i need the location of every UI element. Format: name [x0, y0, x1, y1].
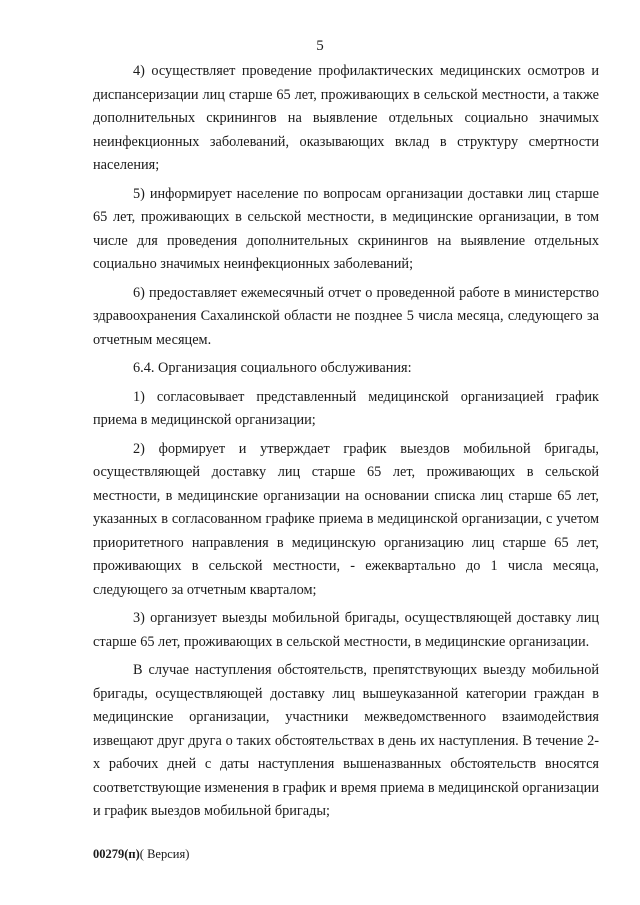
page-number: 5: [316, 38, 324, 54]
version-label: ( Версия): [139, 847, 190, 861]
paragraph-6-monthly-report: 6) предоставляет ежемесячный отчет о проведенной работе в министерство здравоохранения Сахалинской области не позднее 5 числа месяца, следующего за отчетным месяцем.: [93, 284, 599, 348]
paragraph-5-informing: 5) информирует население по вопросам организации доставки лиц старше 65 лет, проживающих в сельской местности, в медицинские организации, в том числе для проведения дополнительных скринингов на выявление отдельных социально значимых неинфекционных заболеваний;: [93, 185, 599, 272]
section-heading-6-4: 6.4. Организация социального обслуживания:: [133, 360, 412, 376]
document-number: 00279(п): [93, 847, 140, 861]
paragraph-3-brigade-trips: 3) организует выезды мобильной бригады, осуществляющей доставку лиц старше 65 лет, проживающих в сельской местности, в медицинские организации.: [93, 610, 599, 650]
paragraph-4-screenings: 4) осуществляет проведение профилактических медицинских осмотров и диспансеризации лиц старше 65 лет, проживающих в сельской местности, а также дополнительных скринингов на выявление отдельных социально значимых неинфекционных заболеваний, оказывающих вклад в структуру смертности населения;: [93, 63, 599, 173]
paragraph-2-brigade-schedule: 2) формирует и утверждает график выездов мобильной бригады, осуществляющей доставку лиц старше 65 лет, проживающих в сельской местности, в медицинские организации на основании списка лиц старше 65 лет, указанных в согласованном графике приема в медицинской организации, с учетом приоритетного направления в медицинскую организацию лиц старше 65 лет, проживающих в сельской местности, - ежеквартально до 1 числа месяца, следующего за отчетным кварталом;: [93, 440, 599, 598]
paragraph-circumstances: В случае наступления обстоятельств, препятствующих выезду мобильной бригады, осуществляющей доставку лиц вышеуказанной категории граждан в медицинские организации, участники межведомственного взаимодействия извещают друг друга о таких обстоятельствах в день их наступления. В течение 2-х рабочих дней с даты наступления вышеназванных обстоятельств вносятся соответствующие изменения в график и время приема в медицинской организации и график выездов мобильной бригады;: [93, 662, 599, 819]
document-code-footer: [93, 847, 189, 861]
paragraph-1-schedule-approval: 1) согласовывает представленный медицинской организацией график приема в медицинской организации;: [93, 388, 599, 428]
document-body: [93, 60, 599, 824]
